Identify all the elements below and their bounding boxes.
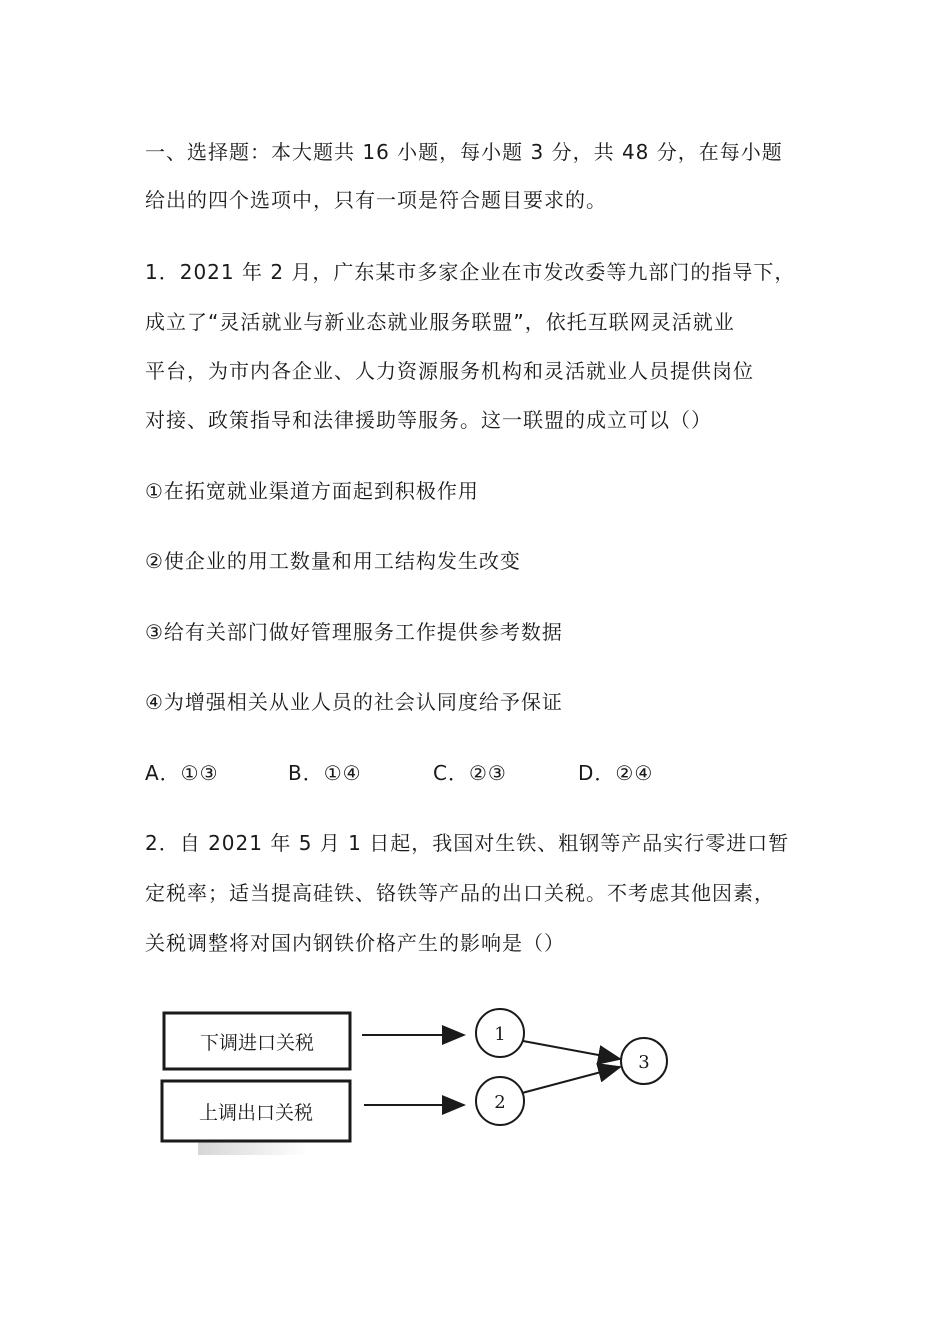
q2-stem-line-3: 关税调整将对国内钢铁价格产生的影响是（） (145, 931, 565, 955)
arrow-node1-to-node3 (523, 1041, 620, 1059)
box-raise-export-tariff (162, 1081, 350, 1141)
scan-smudge (198, 1141, 308, 1155)
section-header-line-2: 给出的四个选项中，只有一项是符合题目要求的。 (145, 188, 607, 212)
q1-option-a: A．①③ (145, 761, 219, 785)
tariff-effect-diagram (150, 995, 710, 1165)
q1-statement-1: ①在拓宽就业渠道方面起到积极作用 (145, 479, 479, 503)
box-lower-import-tariff-label: 下调进口关税 (199, 1032, 315, 1054)
arrow-node2-to-node3 (522, 1067, 620, 1093)
q1-option-d: D．②④ (578, 761, 654, 785)
node-3-label: 3 (638, 1052, 650, 1073)
q1-statement-3: ③给有关部门做好管理服务工作提供参考数据 (145, 620, 563, 644)
node-3 (621, 1038, 667, 1084)
q2-stem-line-2: 定税率；适当提高硅铁、铬铁等产品的出口关税。不考虑其他因素， (145, 881, 775, 905)
q1-statement-2: ②使企业的用工数量和用工结构发生改变 (145, 549, 521, 573)
q2-stem-line-1: 2．自 2021 年 5 月 1 日起，我国对生铁、粗钢等产品实行零进口暂 (145, 831, 790, 855)
q1-stem-line-1: 1．2021 年 2 月，广东某市多家企业在市发改委等九部门的指导下， (145, 260, 796, 284)
box-lower-import-tariff (164, 1013, 350, 1069)
q1-stem-line-3: 平台，为市内各企业、人力资源服务机构和灵活就业人员提供岗位 (145, 359, 754, 383)
q1-stem-line-4: 对接、政策指导和法律援助等服务。这一联盟的成立可以（） (145, 408, 712, 432)
q1-statement-4: ④为增强相关从业人员的社会认同度给予保证 (145, 690, 563, 714)
q1-option-c: C．②③ (433, 761, 507, 785)
node-2-label: 2 (494, 1092, 506, 1113)
section-header-line-1: 一、选择题：本大题共 16 小题，每小题 3 分，共 48 分，在每小题 (145, 140, 783, 164)
node-1-label: 1 (494, 1024, 506, 1045)
q1-stem-line-2: 成立了“灵活就业与新业态就业服务联盟”，依托互联网灵活就业 (145, 310, 735, 334)
node-1 (476, 1009, 524, 1057)
box-raise-export-tariff-label: 上调出口关税 (198, 1102, 314, 1124)
q1-option-b: B．①④ (288, 761, 362, 785)
node-2 (476, 1077, 524, 1125)
